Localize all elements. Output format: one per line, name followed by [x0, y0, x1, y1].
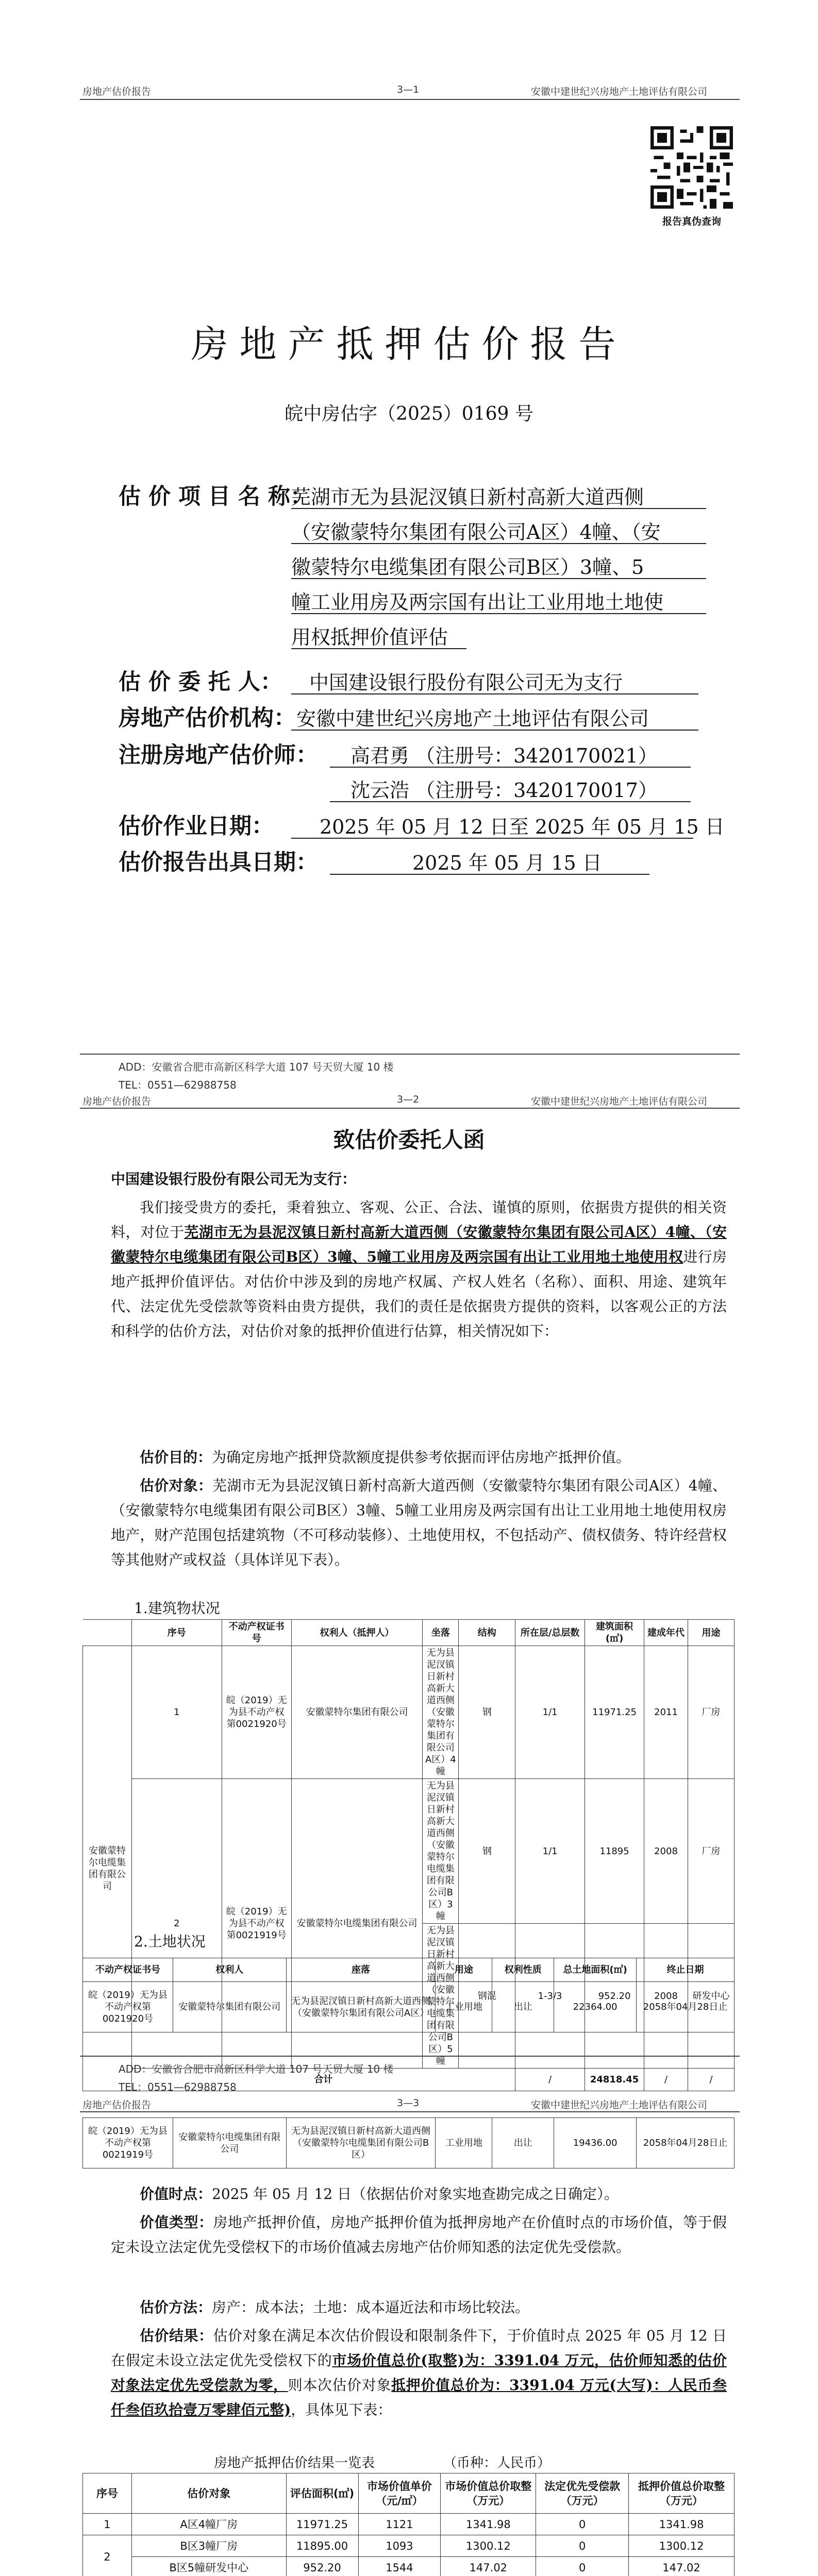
issue-date-label: 估价报告出具日期：: [119, 850, 318, 875]
table-cell: 1341.98: [629, 2514, 734, 2535]
table-cell: 无为县泥汊镇日新村高新大道西侧（安徽蒙特尔集团有限公司A区）: [286, 1982, 436, 2032]
appraiser-label: 注册房地产估价师：: [119, 742, 318, 768]
table-header: 序号: [83, 2473, 132, 2514]
table-cell: 出让: [492, 1982, 554, 2032]
table-cell: 11971.25: [585, 1646, 644, 1779]
table-cell: A区4幢厂房: [131, 2514, 286, 2535]
table-row: [83, 1982, 734, 2032]
table-header: 座落: [286, 1958, 436, 1982]
table-cell: 1544: [358, 2557, 441, 2576]
purpose-paragraph: 估价目的：为确定房地产抵押贷款额度提供参考依据而评估房地产抵押价值。: [140, 1449, 631, 1466]
table-cell: 无为县泥汊镇日新村高新大道西侧（安徽蒙特尔电缆集团有限公司B区）5幢: [423, 1924, 459, 2069]
table-cell: 1300.12: [441, 2535, 536, 2557]
total-area: 24818.45: [585, 2069, 644, 2091]
table-cell: 11895: [585, 1779, 644, 1924]
table-cell: 皖（2019）无为县不动产权第0021919号: [83, 2118, 173, 2168]
method-paragraph: 估价方法：房产：成本法；土地：成本逼近法和市场比较法。: [140, 2299, 530, 2316]
table-cell: 1: [83, 2514, 132, 2535]
value-date-paragraph: 价值时点：2025 年 05 月 12 日（依据估价对象实地查勘完成之日确定）。: [140, 2185, 619, 2202]
header-rule: [80, 99, 740, 100]
page-header-right: 安徽中建世纪兴房地产土地评估有限公司: [531, 86, 708, 97]
page-header-left: 房地产估价报告: [82, 2099, 152, 2111]
page-number: 3—1: [397, 84, 420, 95]
table-cell: 0: [536, 2557, 629, 2576]
footer-rule: [80, 1054, 740, 1055]
table-cell: 厂房: [688, 1646, 734, 1779]
table-row: [83, 1646, 734, 1779]
table-cell: 1/1: [515, 1779, 585, 1924]
table-row: [83, 2535, 734, 2557]
table-header: 抵押价值总价取整（万元）: [629, 2473, 734, 2514]
underline: [291, 693, 698, 694]
underline: [291, 730, 698, 731]
owner-cell: 安徽蒙特尔电缆集团有限公司: [83, 1646, 132, 2091]
table-header: 不动产权证书号: [222, 1620, 291, 1646]
table-cell: /: [688, 2069, 734, 2091]
table-cell: 钢: [459, 1779, 515, 1924]
underline: [291, 648, 466, 649]
page-number: 3—3: [397, 2097, 420, 2109]
table-cell: 11895.00: [286, 2535, 358, 2557]
land-heading: 2.土地状况: [134, 1933, 206, 1950]
work-date-label: 估价作业日期：: [119, 814, 274, 839]
table-cell: 1: [131, 1646, 222, 1779]
footer-rule: [80, 2056, 740, 2057]
page-header-left: 房地产估价报告: [82, 1096, 152, 1107]
qr-caption: 报告真伪查询: [662, 216, 721, 227]
header-rule: [80, 2111, 740, 2112]
report-title: 房地产抵押估价报告: [191, 323, 627, 366]
table-cell: 0: [536, 2535, 629, 2557]
work-date: 2025 年 05 月 12 日至 2025 年 05 月 15 日: [320, 816, 725, 838]
table-cell: 0: [536, 2514, 629, 2535]
land-table-continued: [82, 2117, 734, 2168]
letter-title: 致估价委托人函: [333, 1127, 485, 1153]
table-header: 市场价值单价（元/㎡）: [358, 2473, 441, 2514]
table-cell: 工业用地: [436, 2118, 492, 2168]
table-header: 终止日期: [637, 1958, 734, 1982]
table-header: 市场价值总价取整（万元）: [441, 2473, 536, 2514]
table-header: 用途: [436, 1958, 492, 1982]
issue-date: 2025 年 05 月 15 日: [412, 852, 602, 874]
table-cell: 22364.00: [554, 1982, 637, 2032]
table-cell: 2008: [644, 1924, 688, 2069]
letter-intro: 我们接受贵方的委托，秉着独立、客观、公正、合法、谨慎的原则，依据贵方提供的相关资料，对位于芜湖市无为县泥汊镇日新村高新大道西侧（安徽蒙特尔集团有限公司A区）4幢、（安徽蒙特尔电缆集团有限公司B区）3幢、5幢工业用房及两宗国有出让工业用地土地使用权进行房地产抵押价值评估。对估价中涉及到的房地产权属、产权人姓名（名称）、面积、用途、建筑年代、法定优先受偿款等资料由贵方提供，我们的责任是依据贵方提供的资料，以客观公正的方法和科学的估价方法，对估价对象的抵押价值进行估算，相关情况如下：: [111, 1199, 727, 1340]
object-paragraph: 估价对象：芜湖市无为县泥汊镇日新村高新大道西侧（安徽蒙特尔集团有限公司A区）4幢、（安徽蒙特尔电缆集团有限公司B区）3幢、5幢工业用房及两宗国有出让工业用地土地使用权房地产，财产范围包括建筑物（不可移动装修）、土地使用权，不包括动产、债权债务、特许经营权等其他财产或权益（具体详见下表）。: [111, 1477, 727, 1568]
table-cell: 工业用地: [436, 1982, 492, 2032]
total-label: 合计: [131, 2069, 515, 2091]
page-header-right: 安徽中建世纪兴房地产土地评估有限公司: [531, 2099, 708, 2111]
table-cell: 952.20: [286, 2557, 358, 2576]
summary-caption: 房地产抵押估价结果一览表: [214, 2455, 375, 2471]
footer-tel: TEL：0551—62988758: [119, 2081, 237, 2093]
table-cell: [83, 1620, 132, 1646]
client-label: 估 价 委 托 人：: [119, 669, 282, 695]
table-cell: 2008: [644, 1779, 688, 1924]
agency-name: 安徽中建世纪兴房地产土地评估有限公司: [296, 707, 649, 730]
table-cell: 钢混: [459, 1924, 515, 2069]
table-cell: 安徽蒙特尔电缆集团有限公司: [173, 2118, 286, 2168]
table-header: 建成年代: [644, 1620, 688, 1646]
underline: [291, 838, 693, 839]
footer-tel: TEL：0551—62988758: [119, 1079, 237, 1091]
result-paragraph: 估价结果：估价对象在满足本次估价假设和限制条件下，于价值时点 2025 年 05 月 12 日在假定未设立法定优先受偿权下的市场价值总价(取整)为：3391.04 万元，估价师知悉的估价对象法定优先受偿款为零，则本次估价对象抵押价值总价为：3391.04 万元(大写)：人民币叁仟叁佰玖拾壹万零肆佰元整)，具体见下表：: [111, 2327, 727, 2418]
land-table: [82, 1958, 734, 2032]
table-row: [83, 2118, 734, 2168]
table-row: [83, 2514, 734, 2535]
project-name-line-1: 芜湖市无为县泥汊镇日新村高新大道西侧: [291, 486, 644, 509]
table-cell: 无为县泥汊镇日新村高新大道西侧（安徽蒙特尔集团有限公司A区）4幢: [423, 1646, 459, 1779]
table-cell: 皖（2019）无为县不动产权第0021920号: [222, 1646, 291, 1779]
underline: [291, 543, 706, 544]
appraiser-2: 沈云浩 （注册号：3420170017）: [350, 779, 658, 802]
table-header: 序号: [131, 1620, 222, 1646]
table-cell: B区3幢厂房: [131, 2535, 286, 2557]
table-cell: 952.20: [585, 1924, 644, 2069]
underline: [330, 801, 691, 802]
table-cell: B区5幢研发中心: [131, 2557, 286, 2576]
table-header: 法定优先受偿款（万元）: [536, 2473, 629, 2514]
footer-address: ADD：安徽省合肥市高新区科学大道 107 号天贸大厦 10 楼: [119, 1061, 394, 1073]
table-cell: 1/1: [515, 1646, 585, 1779]
table-cell: 钢: [459, 1646, 515, 1779]
table-header-row: [83, 1620, 734, 1646]
table-header: 结构: [459, 1620, 515, 1646]
summary-table: [82, 2473, 734, 2576]
verification-qr-code[interactable]: [650, 126, 733, 209]
table-header: 权利人: [173, 1958, 286, 1982]
table-cell: 出让: [492, 2118, 554, 2168]
table-cell: 无为县泥汊镇日新村高新大道西侧（安徽蒙特尔电缆集团有限公司B区）: [286, 2118, 436, 2168]
underline: [291, 578, 706, 579]
header-rule: [80, 1108, 740, 1109]
value-type-paragraph: 价值类型：房地产抵押价值，房地产抵押价值为抵押房地产在价值时点的市场价值，等于假定未设立法定优先受偿权下的市场价值减去房地产估价师知悉的法定优先受偿款。: [111, 2214, 727, 2256]
table-cell: 2058年04月28日止: [637, 1982, 734, 2032]
page-header-left: 房地产估价报告: [82, 86, 152, 97]
table-cell: /: [644, 2069, 688, 2091]
table-header: 权利人（抵押人）: [291, 1620, 423, 1646]
table-cell: 无为县泥汊镇日新村高新大道西侧（安徽蒙特尔电缆集团有限公司B区）3幢: [423, 1779, 459, 1924]
project-name-label: 估 价 项 目 名 称：: [119, 484, 312, 510]
table-cell: 安徽蒙特尔电缆集团有限公司: [291, 1779, 423, 2069]
table-cell: 19436.00: [554, 2118, 637, 2168]
table-cell: 1341.98: [441, 2514, 536, 2535]
page-header-right: 安徽中建世纪兴房地产土地评估有限公司: [531, 1096, 708, 1107]
page-number: 3—2: [397, 1094, 420, 1105]
table-cell: 1121: [358, 2514, 441, 2535]
project-name-line-5: 用权抵押价值评估: [291, 626, 448, 649]
table-header: 坐落: [423, 1620, 459, 1646]
table-cell: 1300.12: [629, 2535, 734, 2557]
underline: [291, 613, 706, 614]
table-cell: 147.02: [441, 2557, 536, 2576]
table-header-row: [83, 1958, 734, 1982]
table-cell: 1-3/3: [515, 1924, 585, 2069]
table-header: 建筑面积(㎡): [585, 1620, 644, 1646]
table-cell: 2: [83, 2535, 132, 2576]
table-header: 不动产权证书号: [83, 1958, 173, 1982]
report-doc-number: 皖中房估字（2025）0169 号: [285, 403, 533, 425]
table-cell: 2011: [644, 1646, 688, 1779]
client-name: 中国建设银行股份有限公司无为支行: [309, 671, 623, 694]
table-header: 所在层/总层数: [515, 1620, 585, 1646]
table-header: 总土地面积(㎡): [554, 1958, 637, 1982]
table-cell: 2058年04月28日止: [637, 2118, 734, 2168]
table-cell: 皖（2019）无为县不动产权第0021919号: [222, 1779, 291, 2069]
table-cell: 147.02: [629, 2557, 734, 2576]
table-header: 权利性质: [492, 1958, 554, 1982]
agency-label: 房地产估价机构：: [119, 705, 296, 731]
project-name-line-4: 幢工业用房及两宗国有出让工业用地土地使: [291, 591, 664, 614]
table-cell: 安徽蒙特尔集团有限公司: [173, 1982, 286, 2032]
table-row: [83, 2557, 734, 2576]
underline: [291, 508, 706, 509]
table-cell: 研发中心: [688, 1924, 734, 2069]
table-cell: 皖（2019）无为县不动产权第0021920号: [83, 1982, 173, 2032]
table-header: 用途: [688, 1620, 734, 1646]
underline: [330, 874, 649, 875]
table-cell: 1093: [358, 2535, 441, 2557]
table-cell: 11971.25: [286, 2514, 358, 2535]
underline: [330, 767, 691, 768]
table-cell: 厂房: [688, 1779, 734, 1924]
table-cell: /: [515, 2069, 585, 2091]
table-header: 估价对象: [131, 2473, 286, 2514]
table-header-row: [83, 2473, 734, 2514]
footer-address: ADD：安徽省合肥市高新区科学大道 107 号天贸大厦 10 楼: [119, 2063, 394, 2075]
project-name-line-2: （安徽蒙特尔集团有限公司A区）4幢、（安: [291, 521, 661, 544]
table-header: 评估面积(㎡): [286, 2473, 358, 2514]
table-row: [83, 1779, 734, 1924]
summary-currency: （币种：人民币）: [443, 2455, 551, 2471]
project-name-line-3: 徽蒙特尔电缆集团有限公司B区）3幢、5: [291, 556, 644, 579]
letter-addressee: 中国建设银行股份有限公司无为支行：: [111, 1171, 357, 1188]
appraiser-1: 高君勇 （注册号：3420170021）: [350, 744, 658, 767]
table-cell: 安徽蒙特尔集团有限公司: [291, 1646, 423, 1779]
table-cell: 2: [131, 1779, 222, 2069]
building-heading: 1.建筑物状况: [134, 1600, 220, 1617]
